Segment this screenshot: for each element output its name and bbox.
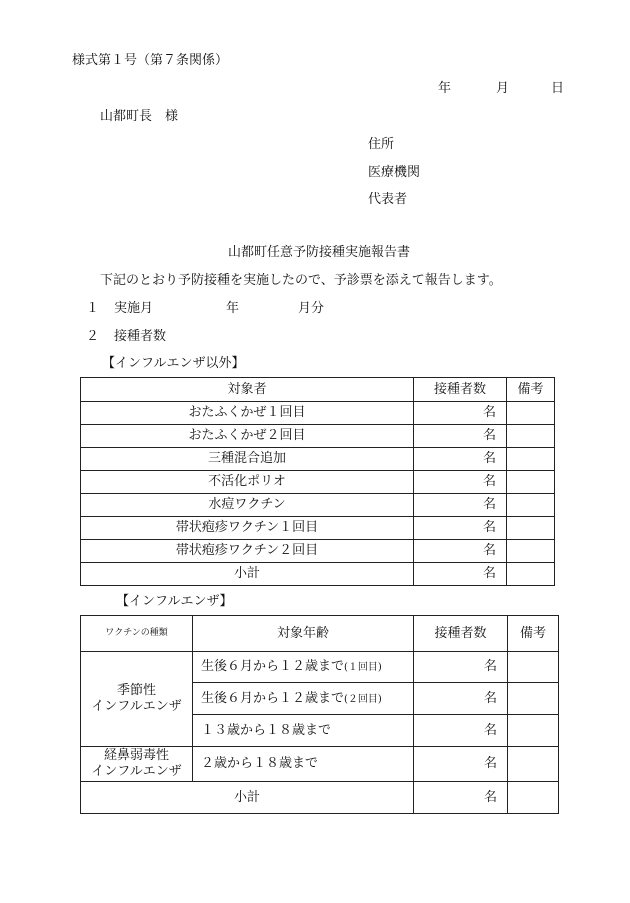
count-cell[interactable]: 名 xyxy=(414,563,507,586)
item2-label: 接種者数 xyxy=(114,329,167,344)
remarks-cell[interactable] xyxy=(508,715,559,747)
row-target: 不活化ポリオ xyxy=(81,471,414,494)
table-row xyxy=(81,448,555,471)
remarks-cell[interactable] xyxy=(508,683,559,715)
document-title: 山都町任意予防接種実施報告書 xyxy=(228,245,411,260)
row-target: 帯状疱疹ワクチン２回目 xyxy=(81,540,414,563)
age-cell: ２歳から１８歳まで xyxy=(193,747,414,782)
table-row xyxy=(81,517,555,540)
age-label: 生後６月から１２歳まで xyxy=(201,659,345,675)
count-cell[interactable]: 名 xyxy=(414,747,508,782)
institution-label: 医療機関 xyxy=(368,165,421,180)
count-cell[interactable]: 名 xyxy=(414,652,508,683)
nasal-flu-type: 経鼻弱毒性 インフルエンザ xyxy=(81,747,193,782)
subtotal-label: 小計 xyxy=(81,782,414,814)
flu-heading: 【インフルエンザ】 xyxy=(116,594,233,609)
header-target: 対象者 xyxy=(81,378,414,402)
item2-number: ２ xyxy=(86,329,100,344)
header-count: 接種者数 xyxy=(414,616,508,652)
count-cell[interactable]: 名 xyxy=(414,425,507,448)
remarks-cell[interactable] xyxy=(507,448,555,471)
count-cell[interactable]: 名 xyxy=(414,471,507,494)
remarks-cell[interactable] xyxy=(507,471,555,494)
row-target: おたふくかぜ１回目 xyxy=(81,402,414,425)
header-age: 対象年齢 xyxy=(193,616,414,652)
remarks-cell[interactable] xyxy=(507,517,555,540)
header-remarks: 備考 xyxy=(507,378,555,402)
date-year-label: 年 xyxy=(438,81,452,96)
date-month-label: 月 xyxy=(496,81,510,96)
count-cell[interactable]: 名 xyxy=(414,683,508,715)
date-day-label: 日 xyxy=(551,81,565,96)
table-row xyxy=(81,471,555,494)
header-vaccine-type: ワクチンの種類 xyxy=(81,616,193,652)
subtotal-row xyxy=(81,563,555,586)
row-target: 帯状疱疹ワクチン１回目 xyxy=(81,517,414,540)
table-row xyxy=(81,494,555,517)
item1-year-label: 年 xyxy=(226,301,240,316)
count-cell[interactable]: 名 xyxy=(414,540,507,563)
form-number: 様式第１号（第７条関係） xyxy=(72,53,229,68)
representative-label: 代表者 xyxy=(368,192,408,207)
age-label: 生後６月から１２歳まで xyxy=(201,690,345,706)
table-header-row xyxy=(81,616,559,652)
count-cell[interactable]: 名 xyxy=(414,517,507,540)
dose-note: (１回目) xyxy=(344,662,382,674)
remarks-cell[interactable] xyxy=(508,782,559,814)
table-header-row xyxy=(81,378,555,402)
header-remarks: 備考 xyxy=(508,616,559,652)
subtotal-label: 小計 xyxy=(81,563,414,586)
non-flu-heading: 【インフルエンザ以外】 xyxy=(102,356,245,371)
table-row xyxy=(81,402,555,425)
count-cell[interactable]: 名 xyxy=(414,782,508,814)
address-label: 住所 xyxy=(368,137,395,152)
remarks-cell[interactable] xyxy=(507,425,555,448)
remarks-cell[interactable] xyxy=(507,563,555,586)
table-row xyxy=(81,540,555,563)
remarks-cell[interactable] xyxy=(507,540,555,563)
table-row xyxy=(81,652,559,683)
intro-text: 下記のとおり予防接種を実施したので、予診票を添えて報告します。 xyxy=(100,273,502,288)
row-target: おたふくかぜ２回目 xyxy=(81,425,414,448)
item1-number: １ xyxy=(86,301,100,316)
count-cell[interactable]: 名 xyxy=(414,448,507,471)
row-target: 水痘ワクチン xyxy=(81,494,414,517)
count-cell[interactable]: 名 xyxy=(414,494,507,517)
remarks-cell[interactable] xyxy=(508,747,559,782)
non-flu-table xyxy=(80,377,555,586)
item1-month-label: 月分 xyxy=(298,301,325,316)
subtotal-row xyxy=(81,782,559,814)
count-cell[interactable]: 名 xyxy=(414,715,508,747)
table-row xyxy=(81,425,555,448)
addressee: 山都町長 様 xyxy=(100,109,179,124)
age-cell: １３歳から１８歳まで xyxy=(193,715,414,747)
item1-label: 実施月 xyxy=(114,301,154,316)
flu-table xyxy=(80,615,559,814)
count-cell[interactable]: 名 xyxy=(414,402,507,425)
remarks-cell[interactable] xyxy=(508,652,559,683)
seasonal-flu-type: 季節性 インフルエンザ xyxy=(81,652,193,747)
remarks-cell[interactable] xyxy=(507,402,555,425)
remarks-cell[interactable] xyxy=(507,494,555,517)
age-cell xyxy=(193,652,414,683)
header-count: 接種者数 xyxy=(414,378,507,402)
row-target: 三種混合追加 xyxy=(81,448,414,471)
table-row xyxy=(81,747,559,782)
age-cell xyxy=(193,683,414,715)
dose-note: (２回目) xyxy=(344,693,382,705)
